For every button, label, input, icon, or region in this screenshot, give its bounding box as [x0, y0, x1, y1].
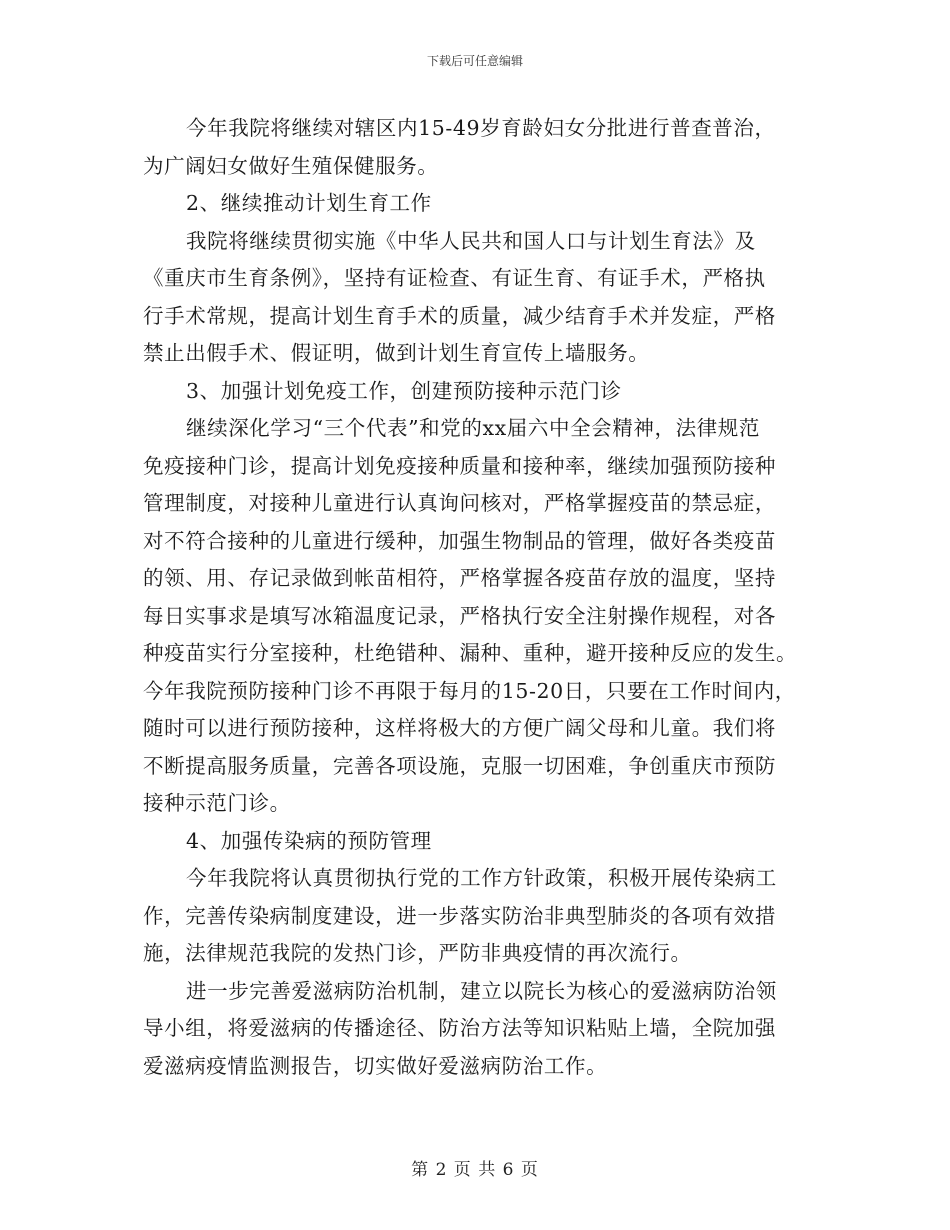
section-heading: 2、继续推动计划生育工作 — [186, 191, 432, 215]
paragraph-line: 的领、用、存记录做到帐苗相符，严格掌握各疫苗存放的温度，坚持 — [143, 566, 776, 590]
paragraph-line: 种疫苗实行分室接种，杜绝错种、漏种、重种，避开接种反应的发生。 — [143, 641, 798, 665]
paragraph-line: 接种示范门诊。 — [143, 791, 291, 815]
paragraph-line: 作，完善传染病制度建设，进一步落实防治非典型肺炎的各项有效措 — [143, 903, 776, 928]
paragraph-line: 施，法律规范我院的发热门诊，严防非典疫情的再次流行。 — [143, 941, 692, 965]
paragraph-line: 免疫接种门诊，提高计划免疫接种质量和接种率，继续加强预防接种 — [143, 453, 776, 478]
paragraph-line: 对不符合接种的儿童进行缓种，加强生物制品的管理，做好各类疫苗 — [143, 528, 776, 553]
paragraph-line: 导小组，将爱滋病的传播途径、防治方法等知识粘贴上墙，全院加强 — [143, 1016, 776, 1040]
paragraph-line: 禁止出假手术、假证明，做到计划生育宣传上墙服务。 — [143, 341, 650, 365]
paragraph-line: 今年我院预防接种门诊不再限于每月的15-20日，只要在工作时间内， — [143, 678, 796, 703]
paragraph-line: 管理制度，对接种儿童进行认真询问核对，严格掌握疫苗的禁忌症， — [143, 491, 776, 515]
paragraph-line: 不断提高服务质量，完善各项设施，克服一切困难，争创重庆市预防 — [143, 753, 776, 778]
paragraph-line: 我院将继续贯彻实施《中华人民共和国人口与计划生育法》及 — [186, 228, 756, 253]
section-heading: 3、加强计划免疫工作，创建预防接种示范门诊 — [186, 378, 622, 403]
paragraph-line: 今年我院将认真贯彻执行党的工作方针政策，积极开展传染病工 — [186, 866, 777, 890]
page-number: 第 2 页 共 6 页 — [411, 1160, 539, 1180]
paragraph-line: 进一步完善爱滋病防治机制，建立以院长为核心的爱滋病防治领 — [186, 978, 777, 1003]
document-body — [143, 110, 803, 1085]
page-header: 下载后可任意编辑 — [426, 54, 523, 68]
paragraph-line: 随时可以进行预防接种，这样将极大的方便广阔父母和儿童。我们将 — [143, 716, 776, 740]
paragraph-line: 每日实事求是填写冰箱温度记录，严格执行安全注射操作规程，对各 — [143, 603, 776, 628]
paragraph-line: 今年我院将继续对辖区内15-49岁育龄妇女分批进行普查普治， — [186, 116, 776, 140]
paragraph-line: 继续深化学习“三个代表”和党的xx届六中全会精神，法律规范 — [186, 416, 760, 440]
paragraph-line: 《重庆市生育条例》，坚持有证检查、有证生育、有证手术，严格执 — [143, 266, 766, 290]
paragraph-line: 爱滋病疫情监测报告，切实做好爱滋病防治工作。 — [143, 1053, 608, 1078]
paragraph-line: 为广阔妇女做好生殖保健服务。 — [143, 153, 439, 178]
paragraph-line: 行手术常规，提高计划生育手术的质量，减少结育手术并发症，严格 — [143, 303, 776, 328]
section-heading: 4、加强传染病的预防管理 — [186, 828, 432, 853]
